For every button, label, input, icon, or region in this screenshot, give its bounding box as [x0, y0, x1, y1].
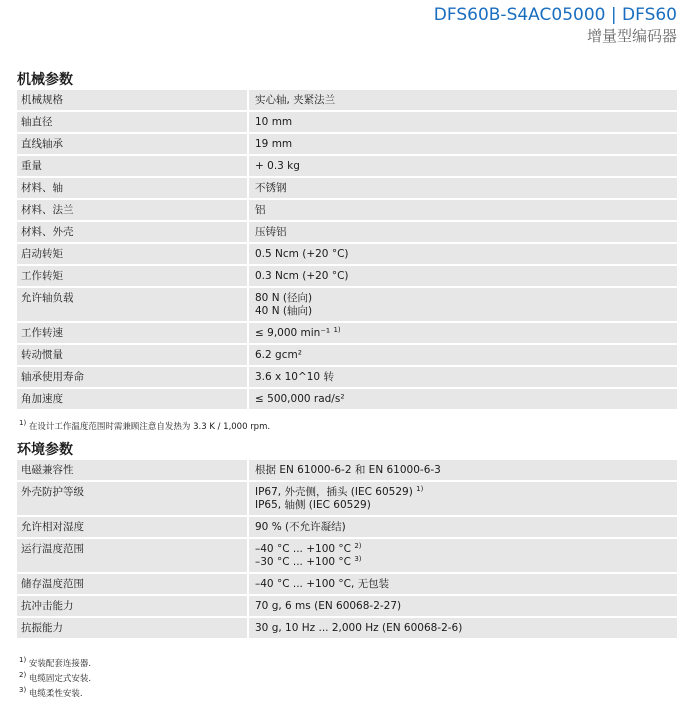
spec-value-line	[255, 94, 673, 107]
footnote-ref: 1)	[416, 485, 424, 493]
spec-label: 材料、法兰	[17, 200, 249, 222]
spec-value	[249, 156, 677, 178]
spec-value	[249, 574, 677, 596]
spec-value-text: 30 g, 10 Hz ... 2,000 Hz (EN 60068-2-6)	[255, 622, 463, 634]
spec-label: 轴直径	[17, 112, 249, 134]
spec-row	[17, 389, 677, 411]
spec-value	[249, 618, 677, 640]
spec-value-line	[255, 371, 673, 384]
spec-label: 直线轴承	[17, 134, 249, 156]
spec-value-line	[255, 160, 673, 173]
mechanical-section-title: 机械参数	[17, 72, 73, 88]
spec-row	[17, 596, 677, 618]
spec-label: 工作转矩	[17, 266, 249, 288]
spec-value	[249, 389, 677, 411]
spec-value-line	[255, 305, 673, 318]
spec-value-line	[255, 543, 673, 556]
environment-spec-table	[17, 460, 677, 640]
page-header	[434, 5, 677, 46]
spec-value-text: ≤ 9,000 min⁻¹	[255, 327, 331, 339]
spec-value-line	[255, 600, 673, 613]
environment-footnote	[19, 673, 91, 685]
spec-value	[249, 112, 677, 134]
spec-value	[249, 460, 677, 482]
spec-value-text: IP65, 轴侧 (IEC 60529)	[255, 499, 371, 511]
spec-row	[17, 517, 677, 539]
spec-value-line	[255, 226, 673, 239]
spec-row	[17, 134, 677, 156]
spec-value-text: 根据 EN 61000-6-2 和 EN 61000-6-3	[255, 464, 441, 476]
spec-row	[17, 244, 677, 266]
footnote-text: 在设计工作温度范围时需兼顾注意自发热为 3.3 K / 1,000 rpm.	[28, 422, 271, 432]
spec-row	[17, 222, 677, 244]
footnote-mark: 3)	[19, 686, 27, 694]
spec-value-line	[255, 116, 673, 129]
spec-row	[17, 178, 677, 200]
spec-value-text: 10 mm	[255, 116, 293, 128]
spec-label: 允许相对湿度	[17, 517, 249, 539]
environment-section-title: 环境参数	[17, 442, 73, 458]
spec-label: 角加速度	[17, 389, 249, 411]
spec-row	[17, 482, 677, 517]
spec-value-line	[255, 182, 673, 195]
spec-label: 材料、轴	[17, 178, 249, 200]
spec-label: 电磁兼容性	[17, 460, 249, 482]
spec-value-line	[255, 327, 673, 340]
spec-value-text: 6.2 gcm²	[255, 349, 302, 361]
spec-value-text: ≤ 500,000 rad/s²	[255, 393, 345, 405]
spec-value	[249, 596, 677, 618]
spec-value-line	[255, 248, 673, 261]
spec-value-text: 压铸铝	[255, 226, 287, 238]
spec-value-text: 70 g, 6 ms (EN 60068-2-27)	[255, 600, 402, 612]
spec-label: 重量	[17, 156, 249, 178]
spec-row	[17, 460, 677, 482]
product-model: DFS60B-S4AC05000 | DFS60	[433, 5, 677, 25]
spec-row	[17, 574, 677, 596]
footnote-ref: 2)	[354, 542, 362, 550]
footnote-text: 电缆固定式安装.	[28, 674, 92, 684]
mechanical-footnote	[19, 421, 270, 433]
footnote-mark: 2)	[19, 671, 27, 679]
spec-label: 抗冲击能力	[17, 596, 249, 618]
spec-value-line	[255, 204, 673, 217]
spec-value	[249, 323, 677, 345]
spec-row	[17, 618, 677, 640]
spec-label: 转动惯量	[17, 345, 249, 367]
spec-value-line	[255, 521, 673, 534]
footnote-mark: 1)	[19, 656, 27, 664]
spec-value-text: IP67, 外壳侧，插头 (IEC 60529)	[255, 486, 413, 498]
spec-value-text: –30 °C ... +100 °C	[255, 556, 351, 568]
spec-value-line	[255, 556, 673, 569]
spec-value-line	[255, 292, 673, 305]
spec-row	[17, 367, 677, 389]
spec-value	[249, 367, 677, 389]
spec-value-text: –40 °C ... +100 °C, 无包装	[255, 578, 390, 590]
spec-label: 抗振能力	[17, 618, 249, 640]
spec-value-line	[255, 393, 673, 406]
spec-value	[249, 266, 677, 288]
spec-value	[249, 288, 677, 323]
spec-row	[17, 266, 677, 288]
spec-value-text: 铝	[255, 204, 266, 216]
spec-value-line	[255, 486, 673, 499]
spec-value	[249, 345, 677, 367]
spec-value-line	[255, 138, 673, 151]
spec-value	[249, 517, 677, 539]
spec-value	[249, 134, 677, 156]
footnote-text: 电缆柔性安装.	[28, 689, 83, 699]
spec-row	[17, 112, 677, 134]
spec-label: 机械规格	[17, 90, 249, 112]
spec-label: 允许轴负载	[17, 288, 249, 323]
spec-value	[249, 244, 677, 266]
spec-row	[17, 200, 677, 222]
spec-value-text: 90 % (不允许凝结)	[255, 521, 346, 533]
footnote-mark: 1)	[19, 419, 27, 427]
spec-value-text: 19 mm	[255, 138, 293, 150]
spec-value-line	[255, 349, 673, 362]
spec-value	[249, 90, 677, 112]
spec-value-line	[255, 499, 673, 512]
spec-value	[249, 222, 677, 244]
environment-footnote	[19, 688, 83, 700]
spec-row	[17, 90, 677, 112]
footnote-text: 安装配套连接器.	[28, 659, 92, 669]
spec-value	[249, 200, 677, 222]
spec-value-text: + 0.3 kg	[255, 160, 300, 172]
spec-value	[249, 539, 677, 574]
spec-label: 外壳防护等级	[17, 482, 249, 517]
spec-value-text: 3.6 x 10^10 转	[255, 371, 334, 383]
spec-value-text: 不锈钢	[255, 182, 287, 194]
spec-value-text: 实心轴, 夹紧法兰	[255, 94, 336, 106]
spec-row	[17, 156, 677, 178]
spec-value-line	[255, 270, 673, 283]
spec-value-text: 0.5 Ncm (+20 °C)	[255, 248, 349, 260]
spec-value-line	[255, 622, 673, 635]
spec-label: 工作转速	[17, 323, 249, 345]
spec-row	[17, 539, 677, 574]
spec-value	[249, 178, 677, 200]
spec-label: 储存温度范围	[17, 574, 249, 596]
spec-value-text: 0.3 Ncm (+20 °C)	[255, 270, 349, 282]
spec-value-text: –40 °C ... +100 °C	[255, 543, 351, 555]
product-category: 增量型编码器	[586, 27, 677, 45]
environment-footnote	[19, 658, 91, 670]
spec-row	[17, 345, 677, 367]
spec-value-text: 40 N (轴向)	[255, 305, 313, 317]
spec-label: 轴承使用寿命	[17, 367, 249, 389]
spec-value	[249, 482, 677, 517]
spec-value-line	[255, 464, 673, 477]
footnote-ref: 1)	[333, 326, 341, 334]
spec-label: 材料、外壳	[17, 222, 249, 244]
spec-value-line	[255, 578, 673, 591]
mechanical-spec-table	[17, 90, 677, 411]
spec-row	[17, 323, 677, 345]
spec-label: 启动转矩	[17, 244, 249, 266]
footnote-ref: 3)	[354, 555, 362, 563]
spec-row	[17, 288, 677, 323]
spec-value-text: 80 N (径向)	[255, 292, 313, 304]
spec-label: 运行温度范围	[17, 539, 249, 574]
